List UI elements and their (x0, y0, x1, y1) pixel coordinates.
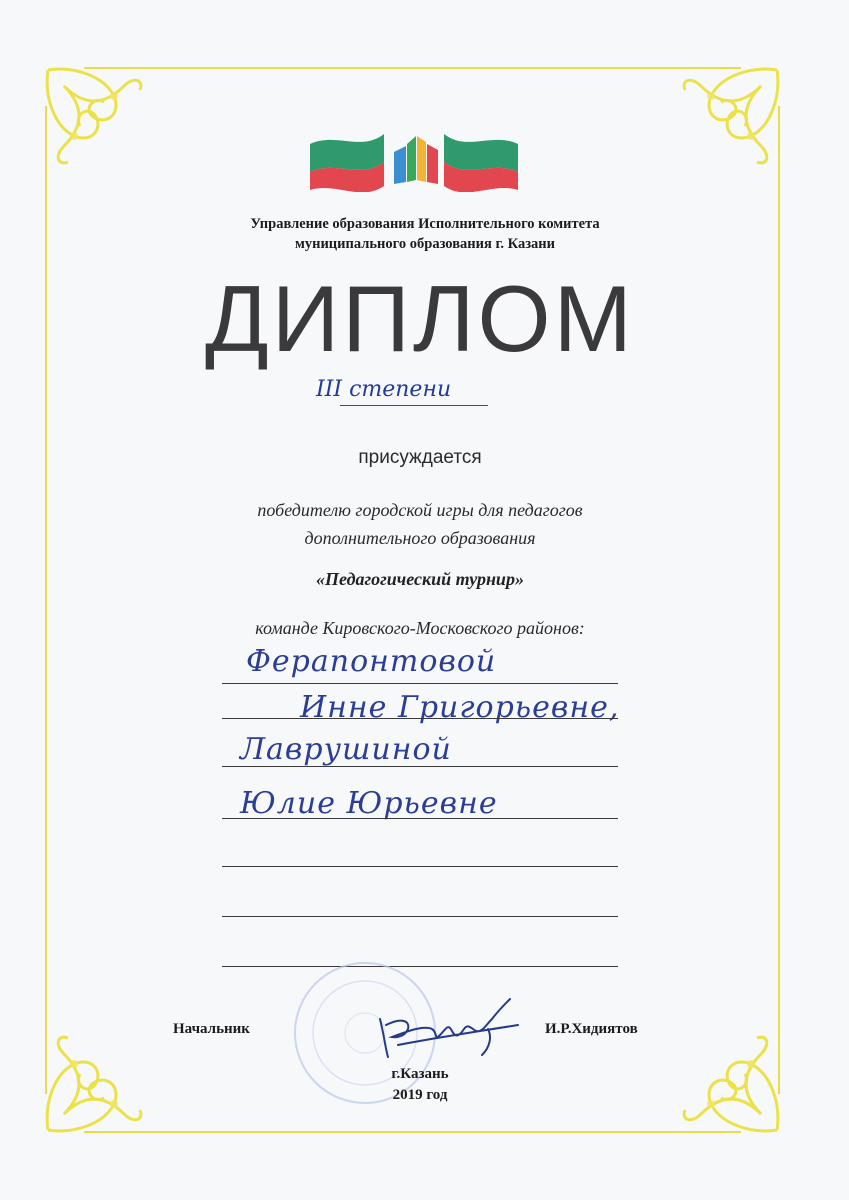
signatory-name: И.Р.Хидиятов (545, 1021, 638, 1037)
recipient-2-given-name: Юлие Юрьевне (240, 786, 498, 821)
city: г.Казань (391, 1066, 449, 1082)
education-department-logo (306, 122, 522, 192)
year: 2019 год (392, 1087, 448, 1103)
name-line-5 (222, 866, 618, 867)
recipient-1-surname: Ферапонтовой (246, 644, 497, 679)
description-line-1: победителю городской игры для педагогов (257, 500, 583, 520)
team-line: команде Кировского-Московского районов: (255, 618, 585, 638)
name-line-4 (222, 818, 618, 819)
degree-handwritten: III степени (316, 377, 452, 402)
name-line-1 (222, 683, 618, 684)
name-line-3 (222, 766, 618, 767)
name-line-6 (222, 916, 618, 917)
contest-name: «Педагогический турнир» (316, 569, 524, 589)
recipient-2-surname: Лаврушиной (240, 732, 452, 767)
org-name-line-1: Управление образования Исполнительного комитета (250, 216, 600, 232)
description-line-2: дополнительного образования (304, 528, 536, 548)
degree-underline (340, 405, 488, 406)
handwritten-signature (368, 995, 528, 1065)
diploma-title: ДИПЛОМ (205, 266, 635, 371)
name-line-2 (222, 718, 618, 719)
org-name-line-2: муниципального образования г. Казани (294, 236, 556, 252)
position-title: Начальник (173, 1021, 250, 1037)
recipient-1-given-name: Инне Григорьевне, (300, 690, 620, 725)
awarded-text: присуждается (358, 447, 482, 468)
